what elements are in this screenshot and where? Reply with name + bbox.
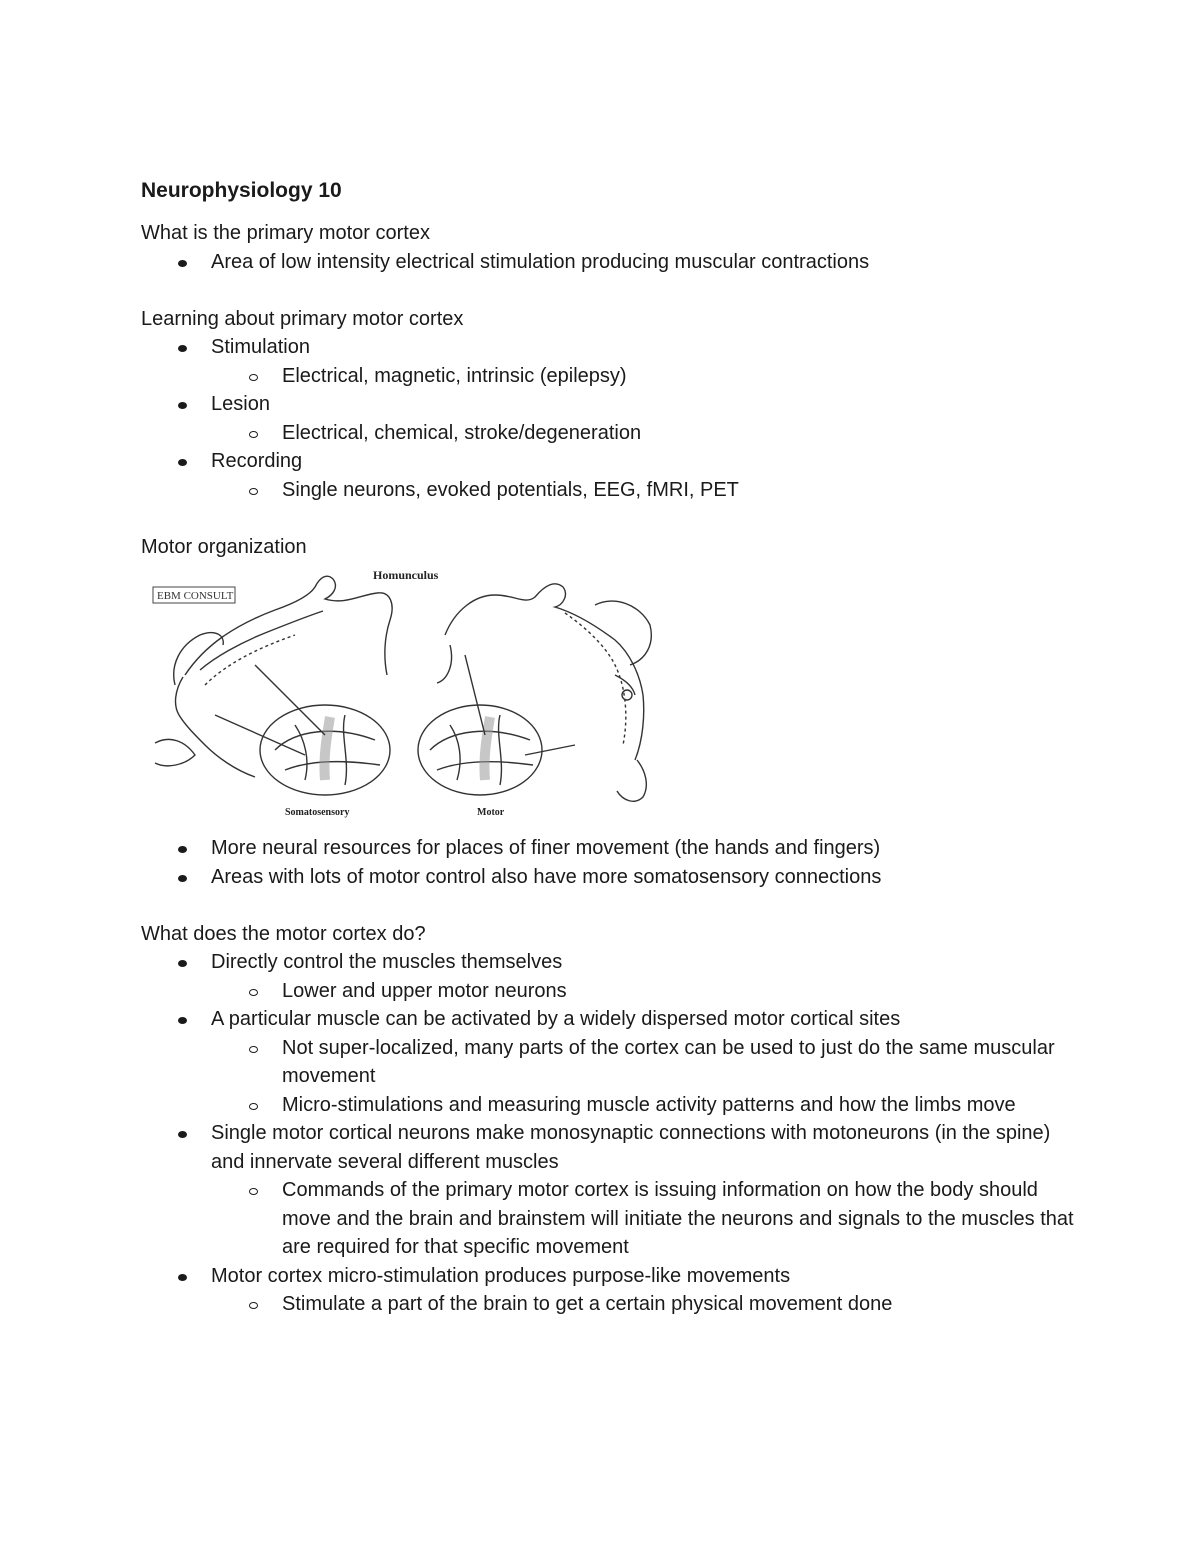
sub-list-item: Lower and upper motor neurons bbox=[211, 977, 1081, 1006]
sub-list-item: Stimulate a part of the brain to get a certain physical movement done bbox=[211, 1290, 1081, 1319]
sub-list-container bbox=[141, 977, 1081, 1006]
section-heading: What is the primary motor cortex bbox=[141, 222, 430, 244]
list-item-text: Directly control the muscles themselves bbox=[211, 951, 563, 973]
sub-list-item: Commands of the primary motor cortex is issuing information on how the body should move and the brain and brainstem will initiate the neurons and signals to the muscles that are required for that specific movement bbox=[211, 1176, 1081, 1262]
sub-list-item: Single neurons, evoked potentials, EEG, fMRI, PET bbox=[211, 476, 1081, 505]
bullet-list bbox=[141, 248, 1081, 277]
list-item-text: Recording bbox=[211, 450, 303, 472]
list-item-text: Stimulation bbox=[211, 336, 310, 358]
document-page bbox=[141, 176, 1081, 1319]
sub-list-item: Electrical, chemical, stroke/degeneration bbox=[211, 419, 1081, 448]
list-item-text: A particular muscle can be activated by a widely dispersed motor cortical sites bbox=[211, 1008, 901, 1030]
list-item bbox=[141, 1119, 1081, 1176]
sub-list-container bbox=[141, 1034, 1081, 1120]
sub-list-item: Not super-localized, many parts of the cortex can be used to just do the same muscular movement bbox=[211, 1034, 1081, 1091]
bullet-list bbox=[141, 948, 1081, 1319]
sub-list-item: Electrical, magnetic, intrinsic (epilepsy) bbox=[211, 362, 1081, 391]
list-item-text: Motor cortex micro-stimulation produces purpose-like movements bbox=[211, 1264, 791, 1287]
sub-list-container bbox=[141, 476, 1081, 505]
section-heading: What does the motor cortex do? bbox=[141, 922, 426, 945]
sub-list-item: Micro-stimulations and measuring muscle activity patterns and how the limbs move bbox=[211, 1091, 1081, 1120]
list-item bbox=[141, 447, 1081, 476]
sub-list-container bbox=[141, 1290, 1081, 1319]
figure-title: Homunculus bbox=[373, 568, 439, 582]
list-item bbox=[141, 1262, 1081, 1291]
bullet-list bbox=[141, 834, 1081, 891]
list-item bbox=[141, 390, 1081, 419]
list-item: Area of low intensity electrical stimulation producing muscular contractions bbox=[141, 248, 1081, 277]
list-item bbox=[141, 948, 1081, 977]
figure-logo: EBM CONSULT bbox=[157, 590, 234, 602]
list-item-text: Single motor cortical neurons make monosynaptic connections with motoneurons (in the spine) and innervate several different muscles bbox=[211, 1122, 1051, 1173]
list-item-text: Lesion bbox=[211, 393, 270, 415]
figure-caption-left: Somatosensory bbox=[285, 807, 350, 818]
sub-list-container bbox=[141, 362, 1081, 391]
homunculus-figure bbox=[145, 565, 657, 821]
list-item: More neural resources for places of finer movement (the hands and fingers) bbox=[141, 834, 1081, 863]
list-item: Areas with lots of motor control also have more somatosensory connections bbox=[141, 863, 1081, 892]
sub-list-container bbox=[141, 419, 1081, 448]
section-heading: Motor organization bbox=[141, 535, 307, 558]
sub-list-container bbox=[141, 1176, 1081, 1262]
list-item bbox=[141, 1005, 1081, 1034]
page-title: Neurophysiology 10 bbox=[141, 179, 342, 202]
bullet-list bbox=[141, 333, 1081, 504]
list-item bbox=[141, 333, 1081, 362]
figure-caption-right: Motor bbox=[477, 807, 505, 818]
section-heading: Learning about primary motor cortex bbox=[141, 307, 464, 330]
